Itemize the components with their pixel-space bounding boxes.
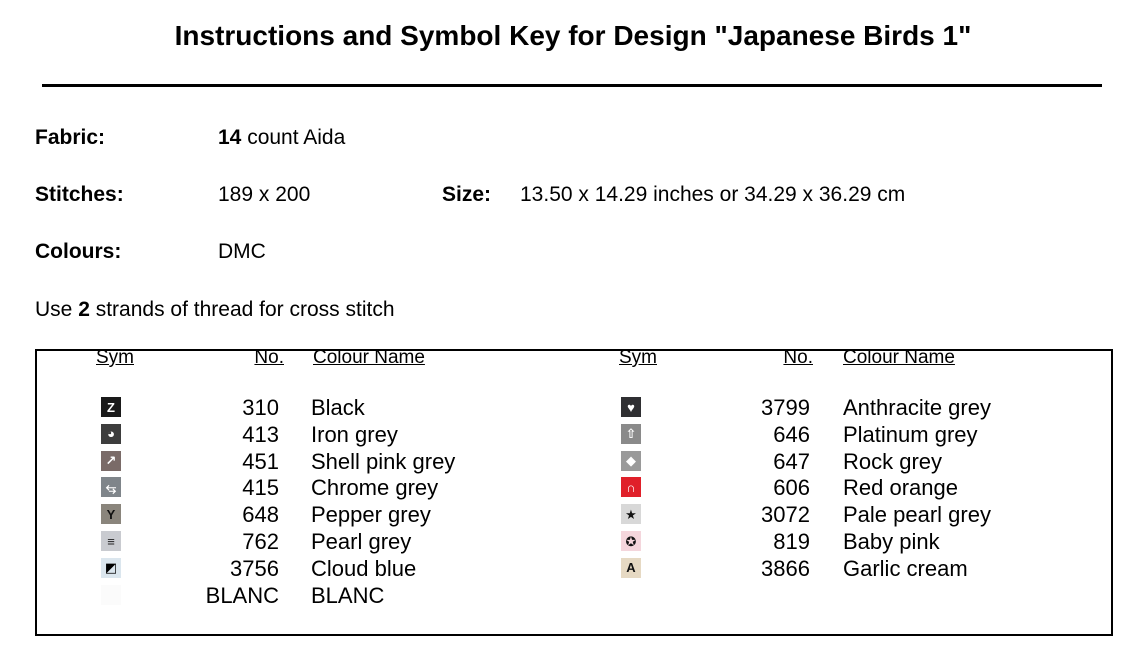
colour-number: 646: [773, 421, 810, 447]
page-title: Instructions and Symbol Key for Design "Japanese Birds 1": [174, 20, 972, 51]
fabric-count: 14: [218, 126, 242, 149]
size-label: Size:: [442, 183, 492, 206]
fabric-label: Fabric:: [35, 126, 106, 149]
colour-name: Pepper grey: [311, 502, 431, 528]
strands-count: 2: [78, 298, 90, 321]
colour-number: 451: [242, 448, 279, 474]
letter-y-symbol: Y: [101, 504, 121, 524]
colour-name: Rock grey: [843, 448, 943, 474]
colour-number: 3756: [230, 555, 279, 581]
colours-value: DMC: [218, 240, 266, 263]
horseshoe-symbol: ∩: [621, 477, 641, 497]
colour-name: Platinum grey: [843, 421, 978, 447]
heart-symbol: ♥: [621, 397, 641, 417]
strands-post: strands of thread for cross stitch: [89, 298, 395, 321]
colour-name: Pale pearl grey: [843, 502, 991, 528]
header-sym-left: Sym: [96, 347, 134, 368]
colour-name: Red orange: [843, 475, 958, 501]
colour-name: Chrome grey: [311, 475, 439, 501]
strands-instruction: [35, 298, 395, 322]
header-sym-right: Sym: [619, 347, 657, 368]
strands-pre: Use: [35, 298, 79, 321]
colour-name: Cloud blue: [311, 555, 417, 581]
colour-name: Garlic cream: [843, 555, 968, 581]
header-name-left: Colour Name: [313, 347, 425, 368]
arrow-left-symbol: ⥃: [101, 477, 121, 497]
title-divider: [42, 84, 1102, 87]
arrow-up-right-symbol: ↗: [101, 451, 121, 471]
colour-number: 606: [773, 475, 810, 501]
colour-number: BLANC: [205, 582, 279, 608]
circle-quarter-symbol: ◕: [101, 424, 121, 444]
colour-name: Baby pink: [843, 529, 940, 554]
colour-number: 819: [773, 529, 810, 554]
half-square-symbol: ◩: [101, 558, 121, 578]
star-box-symbol: ✪: [621, 531, 641, 551]
colour-name: Black: [311, 395, 365, 420]
arrow-up-box-symbol: ⇧: [621, 424, 641, 444]
colour-number: 310: [242, 395, 279, 420]
letter-a-symbol: A: [621, 558, 641, 578]
colours-label: Colours:: [35, 240, 122, 263]
colour-name: Iron grey: [311, 421, 398, 447]
colour-name: Shell pink grey: [311, 448, 456, 474]
colour-number: 3799: [761, 395, 810, 420]
diamond-symbol: ◆: [621, 451, 641, 471]
colour-number: 648: [242, 502, 279, 528]
star-symbol: ★: [621, 504, 641, 524]
fabric-type: count Aida: [241, 126, 346, 149]
colour-name: Pearl grey: [311, 529, 412, 554]
header-name-right: Colour Name: [843, 347, 955, 368]
header-no-right: No.: [783, 347, 813, 368]
letter-z-symbol: Z: [101, 397, 121, 417]
diagonal-lines-symbol: ≡: [101, 531, 121, 551]
stitches-value: 189 x 200: [218, 183, 311, 206]
colour-name: BLANC: [311, 582, 385, 608]
stitches-label: Stitches:: [35, 183, 124, 206]
header-no-left: No.: [254, 347, 284, 368]
colour-number: 3072: [761, 502, 810, 528]
colour-number: 647: [773, 448, 810, 474]
blank-symbol: [101, 585, 121, 605]
colour-number: 413: [242, 421, 279, 447]
fabric-value: [218, 126, 345, 150]
size-value: 13.50 x 14.29 inches or 34.29 x 36.29 cm: [520, 183, 906, 206]
colour-number: 415: [242, 475, 279, 501]
colour-number: 762: [242, 529, 279, 554]
colour-number: 3866: [761, 555, 810, 581]
colour-name: Anthracite grey: [843, 395, 991, 420]
